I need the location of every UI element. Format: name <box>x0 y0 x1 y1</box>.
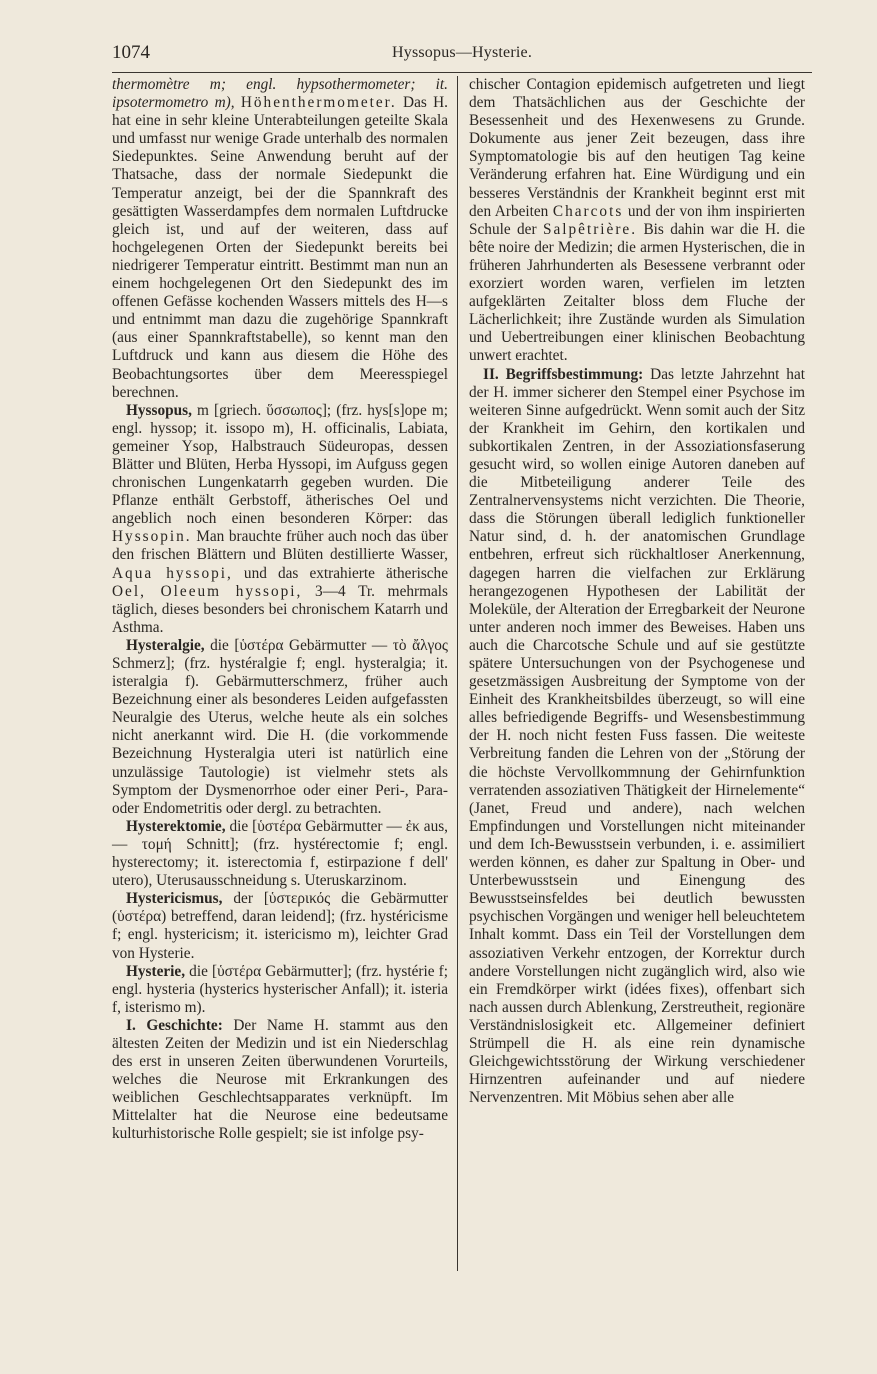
entry-hoehenthermometer-continued: thermomètre m; engl. hypsothermometer; it. ipsotermometro m), Höhenthermometer. Das H. hat eine in sehr kleine Unterabteilungen geteilte Skala und umfasst nur wenige Grade unterhalb des normalen Siedepunktes. Seine Anwendung beruht auf der Thatsache, dass der normale Siedepunkt die Temperatur anzeigt, bei der die Spannkraft des gesättigten Wasserdampfes dem normalen Luftdrucke gleich ist, und auf der weiteren, dass auf hochgelegenen Orten der Siedepunkt bereits bei niedrigerer Temperatur eintritt. Bestimmt man nun an einem hochgelegenen Ort den Siedepunkt des im offenen Gefässe kochenden Wassers mittels des H—s und entnimmt man dazu die zugehörige Spannkraft (aus einer Spannkraftstabelle), so kennt man den Luftdruck und kann aus diesem die Höhe des Beobachtungsortes über dem Meeresspiegel berechnen. <box>112 76 448 401</box>
entry-hysterie: Hysterie, die [ὑστέρα Gebärmutter]; (frz. hystérie f; engl. hysteria (hysterics hysterischer Anfall); it. isteria f, isterismo m). <box>112 962 448 1016</box>
section-geschichte: I. Geschichte: Der Name H. stammt aus den ältesten Zeiten der Medizin und ist ein Niederschlag des erst in unseren Zeiten überwundenen Vorurteils, welches die Neurose mit Erkrankungen des weiblichen Geschlechtsapparates verknüpft. Im Mittelalter hat die Neurose eine bedeutsame kulturhistorische Rolle gespielt; sie ist infolge psy- <box>112 1016 448 1143</box>
section-begriffsbestimmung: II. Begriffsbestimmung: Das letzte Jahrzehnt hat der H. immer sicherer den Stempel einer Psychose im weiteren Sinne aufgedrückt. Wenn somit auch der Sitz der Krankheit im Gehirn, den kortikalen und subkortikalen Zentren, in der Assoziationsfaserung gesucht wird, so wollen einige Autoren daneben auf die Mitbeteiligung anderer Teile des Zentralnervensystems nicht verzichten. Die Theorie, dass die Störungen überall lediglich funktioneller Natur sind, d. h. der anatomischen Grundlage entbehren, erfreut sich rückhaltloser Anerkennung, dagegen harren die vielfachen zur Erklärung herangezogenen Hypothesen der Labilität der Moleküle, der Alteration der Erregbarkeit der Neurone unter anderen noch immer des Beweises. Haben uns auch die Charcotsche Schule und auf sie gestützte spätere Untersuchungen von der Psychogenese und gesetzmässigen Ausbreitung der Symptome von der Einheit des Krankheitsbildes überzeugt, so will eine alles befriedigende Begriffs- und Wesensbestimmung der H. noch nicht festen Fuss fassen. Die weiteste Verbreitung fanden die Lehren von der „Störung der die höchste Vervollkommnung der Gehirnfunktion verratenden assoziativen Thätigkeit der Hirnelemente“ (Janet, Freud und andere), nach welchen Empfindungen und Vorstellungen nicht miteinander und dem Ich-Bewusstsein verbunden, i. e. assimiliert werden können, es daher zur Spaltung in Ober- und Unterbewusstsein und Einengung des Bewusstseinsfeldes bei deutlich bewussten psychischen Vorgängen und weniger hell beleuchtetem Inhalt kommt. Dass ein Teil der Vorstellungen dem assoziativen Verkehr entzogen, der Korrektur durch andere Vorstellungen nicht zugänglich wird, also wie ein Fremdkörper wirkt (idées fixes), offenbart sich nach aussen durch Ablenkung, Zerstreutheit, regionäre Verständnislosigkeit etc. Allgemeiner definiert Strümpell die H. als eine rein dynamische Gleichgewichtsstörung der Wirkung verschiedener Hirnzentren aufeinander und auf niedere Nervenzentren. Mit Möbius sehen aber alle <box>469 365 806 1107</box>
entry-hyssopus: Hyssopus, m [griech. ὕσσωπος]; (frz. hys[s]ope m; engl. hyssop; it. issopo m), H. officinalis, Labiata, gemeiner Ysop, Halbstrauch Südeuropas, dessen Blätter und Blüten, Herba Hyssopi, im Aufguss gegen chronischen Lungenkatarrh gegeben wurden. Die Pflanze enthält Gerbstoff, ätherisches Oel und angeblich noch einen besonderen Körper: das Hyssopin. Man brauchte früher auch noch das über den frischen Blättern und Blüten destillierte Wasser, Aqua hyssopi, und das extrahierte ätherische Oel, Oleeum hyssopi, 3—4 Tr. mehrmals täglich, dieses besonders bei chronischem Katarrh und Asthma. <box>112 401 448 636</box>
entry-hysterektomie: Hysterektomie, die [ὑστέρα Gebärmutter — ἐκ aus, — τομή Schnitt]; (frz. hystérectomie f; engl. hysterectomy; it. isterectomia f, estirpazione f dell' utero), Uterusausschneidung s. Uteruskarzinom. <box>112 817 448 890</box>
headword: Hysterie, <box>126 962 186 980</box>
headword: Hysteralgie, <box>126 636 205 654</box>
running-title: Hyssopus—Hysterie. <box>392 44 533 61</box>
left-column <box>112 76 448 1144</box>
headword: Hystericismus, <box>126 890 223 908</box>
headword: Hyssopus, <box>126 401 192 419</box>
right-column <box>469 76 805 1107</box>
header-rule <box>112 72 812 73</box>
section-heading: II. Begriffsbestimmung: <box>483 365 644 383</box>
section-heading: I. Geschichte: <box>126 1016 223 1034</box>
page-header <box>112 42 812 70</box>
column-divider <box>457 76 458 1271</box>
page-number: 1074 <box>112 42 150 63</box>
entry-hysteralgie: Hysteralgie, die [ὑστέρα Gebärmutter — τὸ ἄλγος Schmerz]; (frz. hystéralgie f; engl. hysteralgia; it. isteralgia f). Gebärmutterschmerz, früher auch Bezeichnung einer als besonderes Leiden aufgefassten Neuralgie des Uterus, welche heute als ein solches nicht anerkannt wird. Die H. (die vorkommende Bezeichnung Hysteralgia uteri ist natürlich eine unzulässige Tautologie) ist vielmehr stets als Symptom der Dysmenorrhoe oder einer Peri-, Para- oder Endometritis oder dergl. zu betrachten. <box>112 636 448 817</box>
headword: Hysterektomie, <box>126 817 226 835</box>
entry-hystericismus: Hystericismus, der [ὑστερικός die Gebärmutter (ὑστέρα) betreffend, daran leidend]; (frz. hystéricisme f; engl. hystericism; it. istericismo m), leichter Grad von Hysterie. <box>112 890 448 962</box>
section-geschichte-continued: chischer Contagion epidemisch aufgetreten und liegt dem Thatsächlichen aus der Geschichte der Besessenheit und des Hexenwesens zu Grunde. Dokumente aus jener Zeit bezeugen, dass ihre Symptomatologie bis auf den heutigen Tag keine Veränderung erfahren hat. Eine Würdigung und ein besseres Verständnis der Krankheit beginnt erst mit den Arbeiten Charcots und der von ihm inspirierten Schule der Salpêtrière. Bis dahin war die H. die bête noire der Medizin; die armen Hysterischen, die in früheren Jahrhunderten als Besessene verbrannt oder exorziert worden waren, verfielen im letzten aufgeklärten Zeitalter bloss dem Fluche der Lächerlichkeit; ihre Zustände wurden als Simulation und Uebertreibungen einer klinischen Beobachtung unwert erachtet. <box>469 76 805 365</box>
